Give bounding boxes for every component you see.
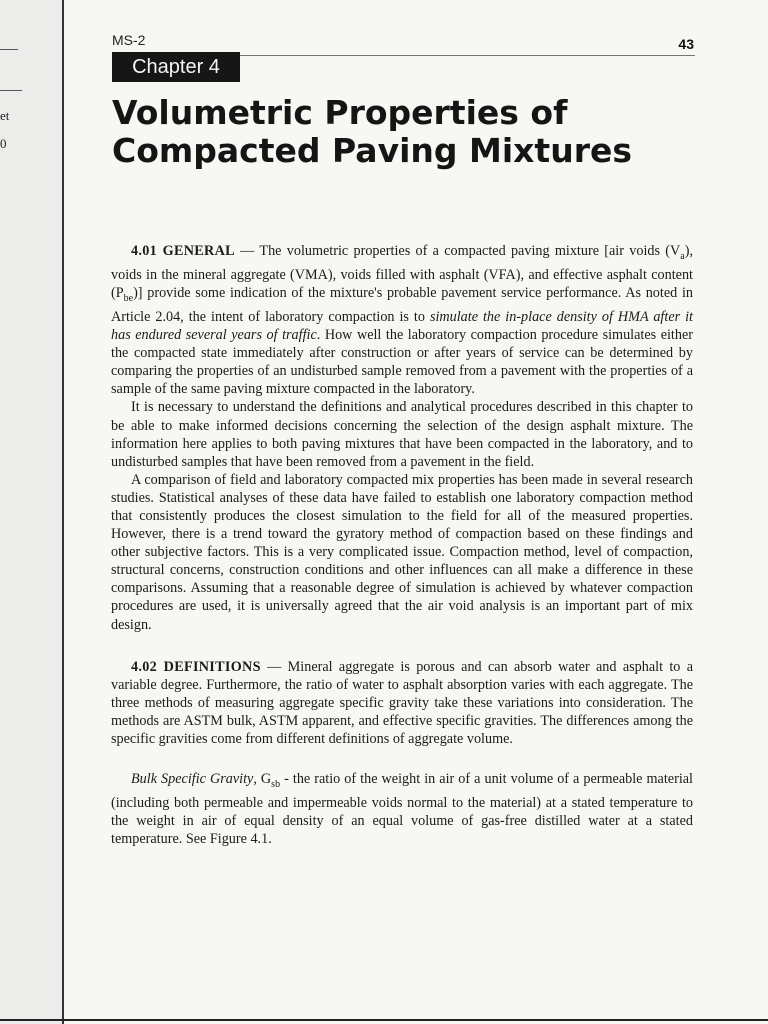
subscript: a — [680, 250, 685, 262]
previous-page-rule — [0, 49, 18, 50]
definitions-paragraph-1 — [111, 658, 693, 748]
subscript: be — [123, 292, 134, 304]
page-bottom-edge — [0, 1019, 768, 1021]
paragraph-text: The volumetric properties of a compacted paving mixture [air voids (V — [259, 243, 681, 259]
symbol-text: , G — [253, 771, 272, 788]
previous-page-edge — [0, 0, 60, 1024]
subscript: sb — [271, 778, 281, 790]
running-head: MS-2 — [112, 32, 146, 48]
header-rule — [240, 55, 695, 56]
general-paragraph-2: It is necessary to understand the definitions and analytical procedures described in this chapter to be able to make informed decisions concerning the selection of the design asphalt mixture. The information here applies to both paving mixtures that have been compacted in the laboratory, and to undisturbed samples that have been removed from a pavement in the field. — [111, 399, 693, 470]
general-paragraph-3: A comparison of field and laboratory compacted mix properties has been made in several research studies. Statistical analyses of these data have failed to establish one laboratory compaction method that consistently produces the closest simulation to the field for all of the measured properties. However, there is a trend toward the gyratory method of compaction based on these findings and other subjective factors. This is a very complicated issue. Compaction method, level of compaction, structural concerns, construction conditions and other influences can all make a difference in these comparisons. Assuming that a reasonable degree of simulation is achieved by whatever compaction procedures are used, it is universally agreed that the air void analysis is an important part of mix design. — [111, 471, 693, 633]
definition-term: Bulk Specific Gravity — [131, 771, 254, 788]
bulk-specific-gravity-definition — [111, 770, 693, 848]
paragraph-text: ), voids in the mineral aggregate (VMA), voids filled with asphalt (VFA), and effective asphalt content (P — [111, 243, 693, 302]
chapter-title: Volumetric Properties of Compacted Paving Mixtures — [112, 93, 632, 170]
chapter-label: Chapter 4 — [112, 52, 240, 82]
previous-page-rule — [0, 90, 22, 91]
heading-dash: — — [234, 243, 260, 259]
emphasis-text: simulate the in-place density of HMA after it has endured several years of traffic — [111, 308, 693, 344]
section-heading-definitions: 4.02 DEFINITIONS — [131, 658, 261, 675]
paragraph-text: - the ratio of the weight in air of a unit volume of a permeable material (including both permeable and impermeable voids normal to the material) at a stated temperature to the weight in air of equal density of an equal volume of gas-free distilled water at a stated temperature. See Figure 4.1. — [111, 771, 693, 848]
page-binding-edge — [62, 0, 64, 1024]
previous-page-text-fragment: et — [0, 108, 10, 123]
paragraph-text: Mineral aggregate is porous and can absorb water and asphalt to a variable degree. Furthermore, the ratio of water to asphalt absorption varies with each aggregate. The three methods of measuring aggregate specific gravity take these variations into consideration. The methods are ASTM bulk, ASTM apparent, and effective specific gravities. The differences among the specific gravities come from different definitions of aggregate volume. — [111, 658, 694, 747]
heading-dash: — — [260, 658, 288, 675]
body-text — [111, 242, 693, 848]
general-paragraph-1 — [111, 242, 693, 398]
paragraph-text: )] provide some indication of the mixture's probable pavement service performance. As noted in Article 2.04, the intent of laboratory compaction is to — [111, 285, 693, 325]
paragraph-text: . How well the laboratory compaction procedure simulates either the compacted state immediately after construction or after years of service can be determined by comparing the properties of an undisturbed sample removed from a pavement with the properties of a sample of the same paving mixture compacted in the laboratory. — [111, 327, 693, 398]
page-number: 43 — [678, 36, 694, 52]
previous-page-text-fragment: 0 — [0, 136, 7, 151]
section-heading-general: 4.01 GENERAL — [131, 243, 235, 259]
